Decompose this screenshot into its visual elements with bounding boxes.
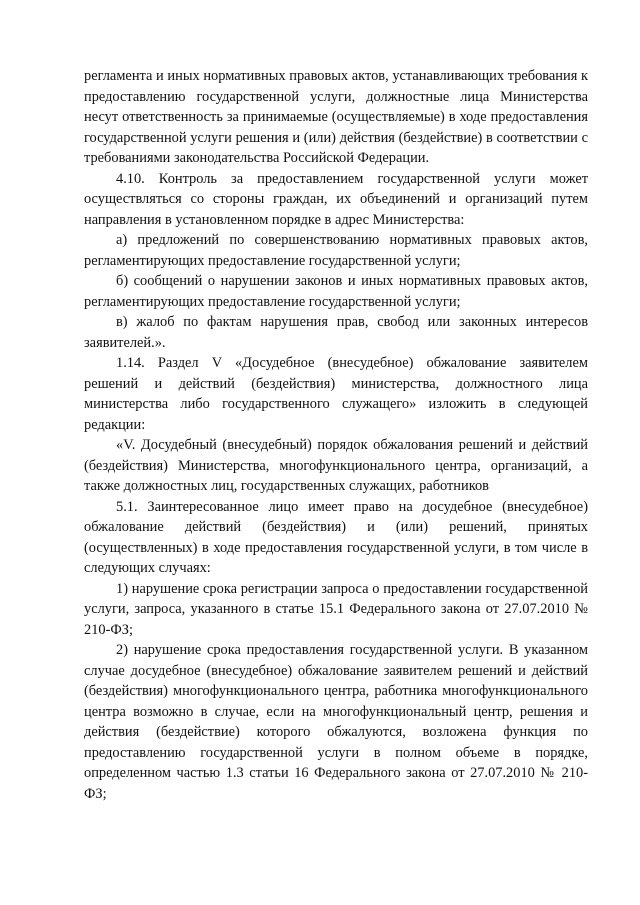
paragraph-4-10-b: б) сообщений о нарушении законов и иных нормативных правовых актов, регламентирующих предоставление государственной услуги;	[84, 273, 588, 310]
paragraph-4-10: 4.10. Контроль за предоставлением государственной услуги может осуществляться со стороны граждан, их объединений и организаций путем направления в установленном порядке в адрес Министерства:	[84, 170, 588, 228]
paragraph-regulation-responsibility: регламента и иных нормативных правовых актов, устанавливающих требования к предоставлению государственной услуги, должностные лица Министерства несут ответственность за принимаемые (осуществляемые) в ходе предоставления государственной услуги решения и (или) действия (бездействие) в соответствии с требованиями законодательства Российской Федерации.	[84, 68, 588, 166]
section-v-heading: «V. Досудебный (внесудебный) порядок обжалования решений и действий (бездействия) Министерства, многофункционального центра, организаций, а также должностных лиц, государственных служащих, работников	[84, 437, 588, 494]
paragraph-5-1-item-1: 1) нарушение срока регистрации запроса о предоставлении государственной услуги, запроса, указанного в статье 15.1 Федерального закона от 27.07.2010 № 210-ФЗ;	[84, 580, 588, 638]
paragraph-4-10-a: а) предложений по совершенствованию нормативных правовых актов, регламентирующих предоставление государственной услуги;	[84, 232, 588, 269]
paragraph-5-1: 5.1. Заинтересованное лицо имеет право на досудебное (внесудебное) обжалование действий (бездействия) и (или) решений, принятых (осуществленных) в ходе предоставления государственной услуги, в том числе в следующих случаях:	[84, 498, 588, 576]
paragraph-1-14: 1.14. Раздел V «Досудебное (внесудебное) обжалование заявителем решений и действий (бездействия) министерства, должностного лица министерства либо государственного служащего» изложить в следующей редакции:	[84, 355, 588, 433]
document-page	[84, 66, 588, 804]
paragraph-5-1-item-2: 2) нарушение срока предоставления государственной услуги. В указанном случае досудебное (внесудебное) обжалование заявителем решений и действий (бездействия) многофункционального центра, работника многофункционального центра возможно в случае, если на многофункциональный центр, решения и действия (бездействие) которого обжалуются, возложена функция по предоставлению государственной услуги в полном объеме в порядке, определенном частью 1.3 статьи 16 Федерального закона от 27.07.2010 № 210-ФЗ;	[84, 642, 588, 802]
paragraph-4-10-v: в) жалоб по фактам нарушения прав, свобод или законных интересов заявителей.».	[84, 314, 588, 351]
